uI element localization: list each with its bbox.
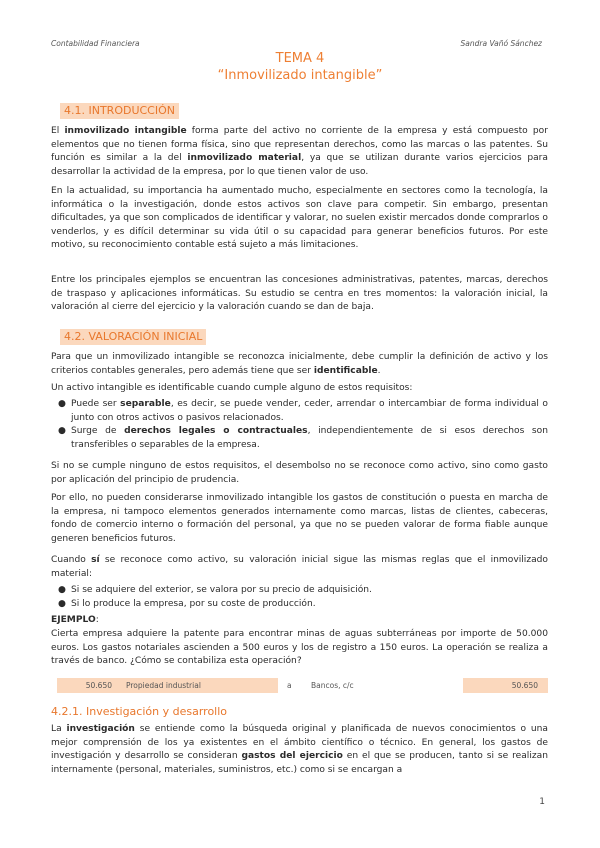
list-item: ● Puede ser separable, es decir, se puede vender, ceder, arrendar o intercambiar de forma individual o junto con otros activos o pasivos relacionados.: [58, 399, 548, 423]
valoracion-paragraph-1: Para que un inmovilizado intangible se reconozca inicialmente, debe cumplir la definición de activo y los criterios contables generales, pero además tiene que ser identificable.: [51, 352, 548, 376]
credit-amount: 50.650: [511, 681, 538, 690]
section-heading-valoracion: 4.2. VALORACIÓN INICIAL: [60, 329, 206, 345]
debit-account: Propiedad industrial: [126, 681, 201, 690]
doc-subtitle: “Inmovilizado intangible”: [217, 68, 383, 83]
valoracion-paragraph-4: Por ello, no pueden considerarse inmovilizado intangible los gastos de constitución o puesta en marcha de la empresa, ni tampoco elementos generados internamente como marcas, listas de clientes, cabeceras, fondo de comercio interno o formación del personal, ya que no se pueden valorar de forma fiable aunque generen beneficios futuros.: [51, 493, 548, 544]
intro-paragraph-3: Entre los principales ejemplos se encuentran las concesiones administrativas, patentes, marcas, derechos de traspaso y aplicaciones informáticas. Su estudio se centra en tres momentos: la valoración inicial, la valoración al cierre del ejercicio y la valoración cuando se dan de baja.: [51, 275, 548, 313]
debit-amount: 50.650: [85, 681, 112, 690]
list-item: ● Surge de derechos legales o contractuales, independientemente de si esos derechos son transferibles o separables de la empresa.: [58, 426, 548, 450]
valoracion-paragraph-3: Si no se cumple ninguno de estos requisitos, el desembolso no se reconoce como activo, sino como gasto por aplicación del principio de prudencia.: [51, 461, 548, 485]
bullet-icon: ●: [58, 399, 66, 409]
subsection-heading-investigacion: 4.2.1. Investigación y desarrollo: [51, 705, 228, 718]
intro-paragraph-2: En la actualidad, su importancia ha aumentado mucho, especialmente en sectores como la tecnología, la informática o la investigación, donde estos activos son clave para competir. Sin embargo, presentan dificultades, ya que son complicados de identificar y valorar, no suelen existir mercados donde comprarlos o venderlos, y es difícil determinar su vida útil o su capacidad para generar beneficios futuros. Por este motivo, su reconocimiento contable está sujeto a más limitaciones.: [51, 186, 548, 251]
journal-entry: [51, 678, 548, 693]
investigacion-paragraph-1: La investigación se entiende como la búsqueda original y planificada de nuevos conocimientos o una mejor comprensión de los ya existentes en el ámbito científico o técnico. En general, los gastos de investigación y desarrollo se consideran gastos del ejercicio en el que se producen, tanto si se realizan internamente (personal, materiales, suministros, etc.) como si se encargan a: [51, 724, 548, 775]
example-text: Cierta empresa adquiere la patente para encontrar minas de aguas subterráneas por importe de 50.000 euros. Los gastos notariales ascienden a 500 euros y los de registro a 150 euros. La operación se realiza a través de banco. ¿Cómo se contabiliza esta operación?: [51, 629, 548, 667]
valoracion-list: [51, 584, 548, 611]
credit-account: Bancos, c/c: [311, 681, 354, 690]
section-heading-introduccion: 4.1. INTRODUCCIÓN: [60, 103, 179, 119]
bullet-icon: ●: [58, 585, 66, 595]
header-left: Contabilidad Financiera: [51, 39, 140, 48]
list-item: ● Si lo produce la empresa, por su coste de producción.: [51, 598, 548, 612]
example-heading: EJEMPLO:: [51, 615, 99, 625]
bullet-icon: ●: [58, 598, 66, 609]
list-item: ● Si se adquiere del exterior, se valora por su precio de adquisición.: [51, 584, 548, 598]
header-right: Sandra Vañó Sánchez: [460, 39, 542, 48]
page-number: 1: [539, 797, 545, 807]
intro-paragraph-1: El inmovilizado intangible forma parte del activo no corriente de la empresa y está compuesto por elementos que no tienen forma física, sino que representan derechos, como las marcas o las patentes. Su función es similar a la del inmovilizado material, ya que se utilizan durante varios ejercicios para desarrollar la actividad de la empresa, por lo que tienen valor de uso.: [51, 126, 548, 177]
bullet-icon: ●: [58, 426, 66, 437]
valoracion-paragraph-5: Cuando sí se reconoce como activo, su valoración inicial sigue las mismas reglas que el inmovilizado material:: [51, 555, 548, 579]
valoracion-paragraph-2: Un activo intangible es identificable cuando cumple alguno de estos requisitos:: [51, 383, 413, 393]
entry-connector: a: [287, 681, 292, 690]
doc-title: TEMA 4: [275, 51, 325, 66]
requisitos-list: [51, 398, 548, 452]
